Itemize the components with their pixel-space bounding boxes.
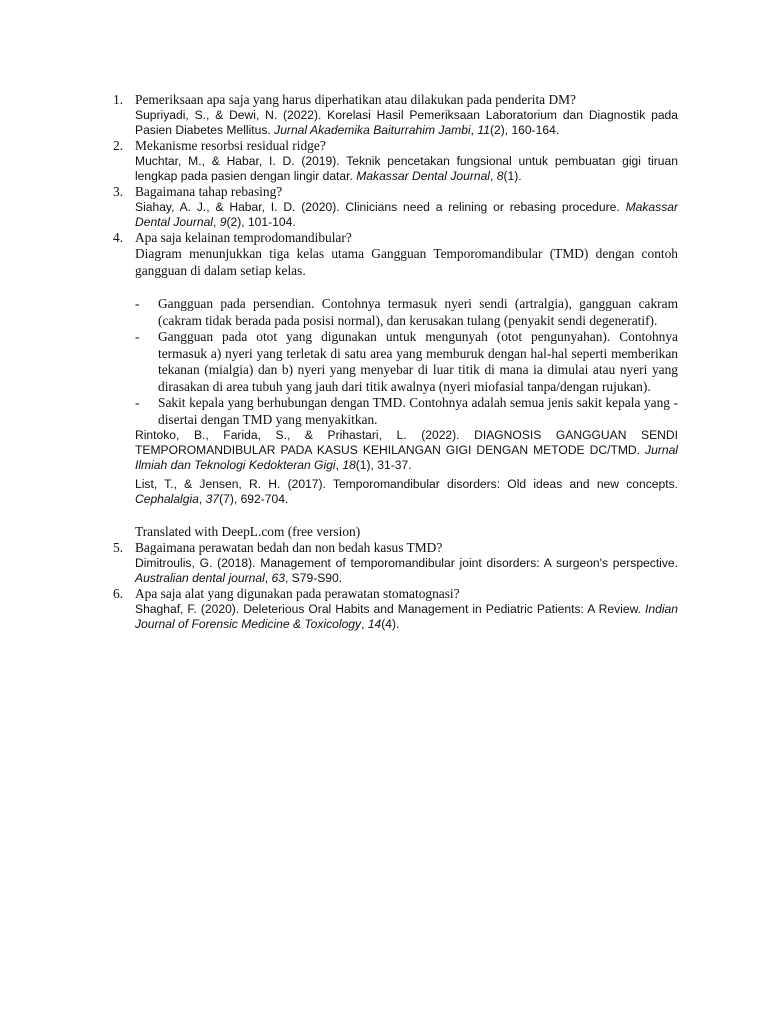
document-page	[113, 92, 678, 632]
list-item-4	[113, 230, 678, 507]
item-number: 4.	[113, 230, 124, 245]
item-number: 1.	[113, 92, 124, 107]
list-item-2	[113, 138, 678, 184]
question-text: Mekanisme resorbsi residual ridge?	[135, 138, 326, 153]
bullet-item	[135, 329, 678, 395]
bullet-text: Gangguan pada otot yang digunakan untuk mengunyah (otot pengunyahan). Contohnya termasuk a) nyeri yang terletak di satu area yang memburuk dengan hal-hal seperti memberikan tekanan (mialgia) dan b) nyeri yang menyebar di luar titik di mana ia dimulai atau nyeri yang dirasakan di area tubuh yang jauh dari titik awalnya (nyeri miofasial tanpa/dengan rujukan).	[158, 329, 678, 394]
dash-marker: -	[135, 395, 140, 410]
reference: Supriyadi, S., & Dewi, N. (2022). Korelasi Hasil Pemeriksaan Laboratorium dan Diagnostik pada Pasien Diabetes Mellitus. Jurnal Akademika Baiturrahim Jambi, 11(2), 160-164.	[135, 108, 678, 137]
question-text: Pemeriksaan apa saja yang harus diperhatikan atau dilakukan pada penderita DM?	[135, 92, 576, 107]
item-number: 2.	[113, 138, 124, 153]
dash-marker: -	[135, 296, 140, 311]
list-item-6	[113, 586, 678, 632]
reference: Dimitroulis, G. (2018). Management of temporomandibular joint disorders: A surgeon's perspective. Australian dental journal, 63, S79-S90.	[135, 556, 678, 585]
item-number: 6.	[113, 586, 124, 601]
item-number: 5.	[113, 540, 124, 555]
reference: Shaghaf, F. (2020). Deleterious Oral Habits and Management in Pediatric Patients: A Review. Indian Journal of Forensic Medicine & Toxicology, 14(4).	[135, 602, 678, 631]
bullet-item	[135, 296, 678, 329]
list-item-1	[113, 92, 678, 138]
reference: Muchtar, M., & Habar, I. D. (2019). Teknik pencetakan fungsional untuk pembuatan gigi tiruan lengkap pada pasien dengan lingir datar. Makassar Dental Journal, 8(1).	[135, 154, 678, 183]
bullet-text: Sakit kepala yang berhubungan dengan TMD. Contohnya adalah semua jenis sakit kepala yang - disertai dengan TMD yang menyakitkan.	[158, 395, 678, 427]
dash-marker: -	[135, 329, 140, 344]
list-item-5	[113, 540, 678, 586]
reference: Rintoko, B., Farida, S., & Prihastari, L. (2022). DIAGNOSIS GANGGUAN SENDI TEMPOROMANDIBULAR PADA KASUS KEHILANGAN GIGI DENGAN METODE DC/TMD. Jurnal Ilmiah dan Teknologi Kedokteran Gigi, 18(1), 31-37.	[135, 428, 678, 472]
bullet-item	[135, 395, 678, 428]
question-text: Bagaimana tahap rebasing?	[135, 184, 283, 199]
list-item-3	[113, 184, 678, 230]
question-text: Bagaimana perawatan bedah dan non bedah kasus TMD?	[135, 540, 443, 555]
blank-line	[135, 279, 678, 296]
question-text: Apa saja alat yang digunakan pada perawatan stomatognasi?	[135, 586, 460, 601]
intro-paragraph: Diagram menunjukkan tiga kelas utama Gangguan Temporomandibular (TMD) dengan contoh gangguan di dalam setiap kelas.	[135, 246, 678, 278]
reference: List, T., & Jensen, R. H. (2017). Temporomandibular disorders: Old ideas and new concepts. Cephalalgia, 37(7), 692-704.	[135, 477, 678, 506]
item-number: 3.	[113, 184, 124, 199]
question-text: Apa saja kelainan temprodomandibular?	[135, 230, 352, 245]
reference: Siahay, A. J., & Habar, I. D. (2020). Clinicians need a relining or rebasing procedure. Makassar Dental Journal, 9(2), 101-104.	[135, 200, 678, 229]
translation-note: Translated with DeepL.com (free version)	[135, 524, 361, 539]
bullet-text: Gangguan pada persendian. Contohnya termasuk nyeri sendi (artralgia), gangguan cakram (cakram tidak berada pada posisi normal), dan kerusakan tulang (penyakit sendi degeneratif).	[158, 296, 678, 328]
blank-line	[113, 507, 678, 524]
